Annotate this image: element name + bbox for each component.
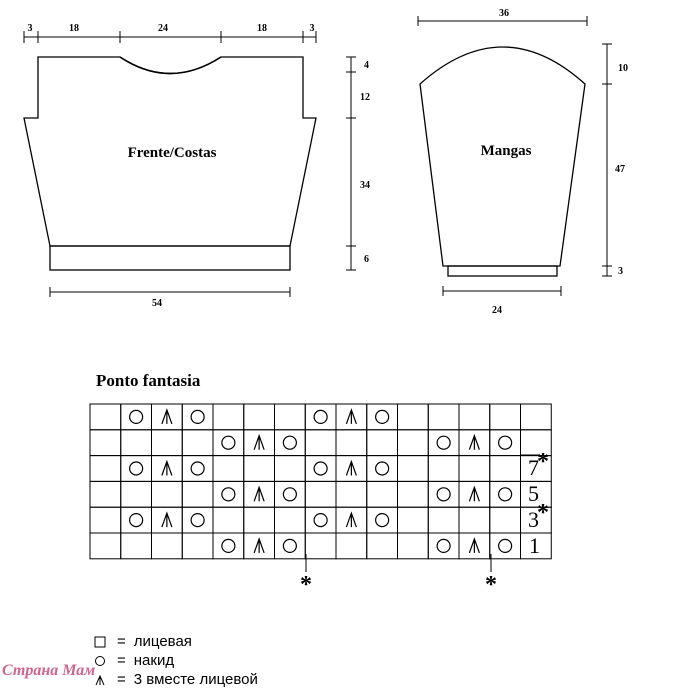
chart-cell	[305, 430, 336, 456]
chart-cell	[121, 481, 152, 507]
chart-cell	[490, 533, 521, 559]
chart-cell	[490, 507, 521, 533]
dim-height-6: 6	[364, 254, 369, 265]
chart-cell	[490, 456, 521, 482]
legend-equals: =	[117, 652, 126, 669]
yarn-over-symbol	[191, 462, 204, 475]
yarn-over-symbol	[222, 488, 235, 501]
yarn-over-symbol	[437, 539, 450, 552]
yarn-over-symbol	[314, 514, 327, 527]
chart-cell	[428, 456, 459, 482]
chart-cell	[275, 533, 306, 559]
k3tog-symbol	[254, 487, 264, 501]
front-back-top-dimension	[24, 31, 316, 43]
chart-cell	[213, 533, 244, 559]
chart-cell	[305, 533, 336, 559]
legend-equals: =	[117, 671, 126, 688]
legend-item-knit	[93, 632, 258, 651]
repeat-marker-start: *	[300, 572, 312, 598]
chart-cell	[428, 404, 459, 430]
dim-sleeve-height-47: 47	[615, 164, 625, 175]
chart-cell	[367, 404, 398, 430]
dim-sleeve-height-3: 3	[618, 266, 623, 277]
row-number-5: 5	[528, 481, 539, 506]
chart-cell	[459, 507, 490, 533]
dim-sleeve-bottom-24: 24	[492, 305, 502, 316]
chart-cell	[459, 456, 490, 482]
chart-cell	[305, 456, 336, 482]
chart-cell	[275, 456, 306, 482]
sleeve-piece	[420, 47, 585, 276]
chart-cell	[90, 507, 121, 533]
k3tog-symbol	[162, 410, 172, 424]
yarn-over-symbol	[314, 462, 327, 475]
chart-cell	[213, 430, 244, 456]
chart-cell	[213, 507, 244, 533]
chart-cell	[398, 533, 429, 559]
sleeve-bottom-dimension	[443, 286, 561, 296]
legend-text-k3tog: 3 вместе лицевой	[133, 671, 258, 688]
yarn-over-symbol	[376, 514, 389, 527]
yarn-over-symbol	[283, 539, 296, 552]
k3tog-symbol	[254, 436, 264, 450]
chart-cell	[490, 481, 521, 507]
yarn-over-symbol	[191, 410, 204, 423]
yarn-over-symbol	[437, 488, 450, 501]
chart-cell	[182, 404, 213, 430]
chart-cell	[305, 404, 336, 430]
chart-cell	[275, 430, 306, 456]
chart-cell	[398, 404, 429, 430]
yarn-over-symbol	[222, 539, 235, 552]
dim-bottom-54: 54	[152, 298, 162, 309]
legend-text-knit: лицевая	[133, 633, 192, 650]
front-back-bottom-dimension	[50, 287, 290, 297]
row-number-7: 7	[528, 455, 539, 480]
chart-cell	[521, 404, 552, 430]
chart-cell	[428, 481, 459, 507]
yarn-over-symbol	[499, 436, 512, 449]
chart-cell	[428, 430, 459, 456]
dim-top-18a: 18	[69, 23, 79, 34]
chart-cell	[336, 533, 367, 559]
chart-cell	[275, 481, 306, 507]
chart-cell	[367, 507, 398, 533]
yarn-over-symbol	[376, 410, 389, 423]
watermark-logo: Страна Мам	[2, 662, 96, 679]
dim-top-18b: 18	[257, 23, 267, 34]
chart-cell	[398, 430, 429, 456]
chart-cell	[121, 533, 152, 559]
k3tog-symbol	[469, 436, 479, 450]
repeat-marker-end: *	[485, 572, 497, 598]
chart-cell	[428, 533, 459, 559]
chart-cell	[244, 507, 275, 533]
yarn-over-symbol	[499, 539, 512, 552]
chart-cell	[90, 456, 121, 482]
chart-cell	[305, 507, 336, 533]
chart-cell	[152, 430, 183, 456]
yarn-over-symbol	[314, 410, 327, 423]
dim-height-4: 4	[364, 60, 369, 71]
chart-cell	[398, 481, 429, 507]
legend-item-yarn-over	[93, 651, 258, 670]
chart-cell	[459, 404, 490, 430]
k3tog-symbol	[346, 410, 356, 424]
chart-cell	[182, 456, 213, 482]
yarn-over-symbol	[499, 488, 512, 501]
chart-cell	[90, 533, 121, 559]
chart-cell	[182, 533, 213, 559]
chart-cell	[152, 481, 183, 507]
legend	[93, 632, 258, 689]
yarn-over-symbol	[283, 488, 296, 501]
dim-sleeve-height-10: 10	[618, 63, 628, 74]
dim-top-24: 24	[158, 23, 168, 34]
front-back-label: Frente/Costas	[127, 145, 217, 161]
chart-cell	[213, 481, 244, 507]
yarn-over-symbol	[130, 514, 143, 527]
chart-cell	[336, 481, 367, 507]
dim-height-34: 34	[360, 180, 370, 191]
chart-cell	[182, 507, 213, 533]
sleeve-label: Mangas	[480, 143, 532, 159]
chart-cell	[182, 481, 213, 507]
chart-cell	[367, 456, 398, 482]
chart-cell	[121, 456, 152, 482]
chart-cell	[428, 507, 459, 533]
chart-cell	[244, 404, 275, 430]
sleeve-height-dimension	[602, 44, 612, 276]
chart-title: Ponto fantasia	[96, 371, 201, 390]
legend-equals: =	[117, 633, 126, 650]
chart-cell	[121, 430, 152, 456]
chart-cell	[305, 481, 336, 507]
chart-cell	[367, 533, 398, 559]
repeat-marker-row3: *	[537, 500, 549, 526]
chart-cell	[398, 456, 429, 482]
dim-top-3a: 3	[27, 23, 33, 34]
chart-cell	[121, 507, 152, 533]
chart-cell	[398, 507, 429, 533]
k3tog-symbol	[162, 462, 172, 476]
k3tog-symbol	[346, 462, 356, 476]
front-back-piece	[24, 57, 316, 270]
row-number-1: 1	[529, 533, 540, 558]
chart-cell	[90, 430, 121, 456]
chart-cell	[182, 430, 213, 456]
chart-cell	[275, 507, 306, 533]
yarn-over-symbol	[376, 462, 389, 475]
legend-item-k3tog	[93, 670, 258, 689]
chart-cell	[90, 404, 121, 430]
row-number-3: 3	[528, 507, 539, 532]
k3tog-symbol	[254, 539, 264, 553]
yarn-over-symbol	[191, 514, 204, 527]
chart-cell	[121, 404, 152, 430]
front-back-height-dimension	[346, 57, 356, 270]
chart-cell	[90, 481, 121, 507]
square-icon	[93, 635, 107, 649]
yarn-over-symbol	[283, 436, 296, 449]
k3tog-symbol	[162, 513, 172, 527]
yarn-over-symbol	[130, 410, 143, 423]
chart-cell	[490, 430, 521, 456]
chart-cell	[367, 481, 398, 507]
stitch-chart-grid	[90, 404, 551, 559]
dim-top-3b: 3	[309, 23, 315, 34]
chart-cell	[244, 456, 275, 482]
chart-cell	[213, 404, 244, 430]
k3tog-symbol	[469, 487, 479, 501]
yarn-over-symbol	[437, 436, 450, 449]
chart-cell	[367, 430, 398, 456]
repeat-marker-row7: *	[537, 449, 549, 475]
legend-text-yarn-over: накид	[133, 652, 175, 669]
chart-cell	[275, 404, 306, 430]
yarn-over-symbol	[130, 462, 143, 475]
chart-cell	[152, 533, 183, 559]
chart-cell	[336, 430, 367, 456]
k3tog-symbol	[469, 539, 479, 553]
dim-sleeve-top-36: 36	[499, 8, 509, 19]
chart-cell	[490, 404, 521, 430]
k3tog-symbol	[346, 513, 356, 527]
chart-cell	[213, 456, 244, 482]
dim-height-12: 12	[360, 92, 370, 103]
yarn-over-symbol	[222, 436, 235, 449]
